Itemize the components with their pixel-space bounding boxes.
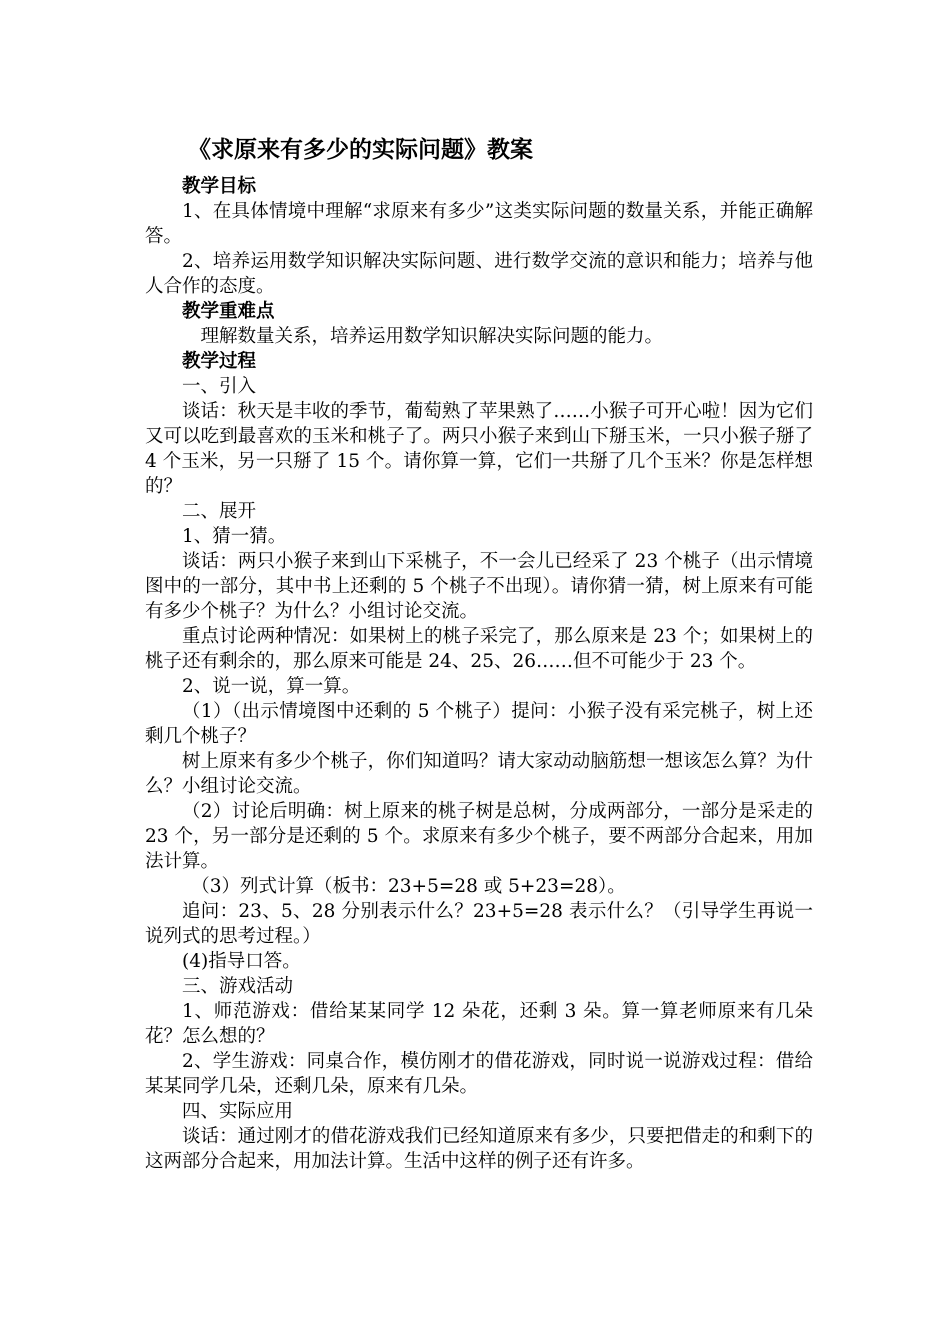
ask-text: 树上原来有多少个桃子，你们知道吗？请大家动动脑筋想一想该怎么算？为什么？小组讨论交流。 (145, 751, 813, 797)
key-heading: 教学重难点 (182, 301, 275, 322)
goals-heading: 教学目标 (182, 176, 257, 197)
process-heading: 教学过程 (182, 351, 257, 372)
goal-2: 2、培养运用数学知识解决实际问题、进行数学交流的意识和能力；培养与他人合作的态度。 (145, 251, 813, 297)
step4-text: (4)指导口答。 (182, 951, 301, 972)
document-body (145, 174, 813, 1174)
game2-text: 2、学生游戏：同桌合作，模仿刚才的借花游戏，同时说一说游戏过程：借给某某同学几朵，还剩几朵，原来有几朵。 (145, 1051, 813, 1097)
goal-1: 1、在具体情境中理解“求原来有多少”这类实际问题的数量关系，并能正确解答。 (145, 201, 813, 247)
step2-text: （2）讨论后明确：树上原来的桃子树是总树，分成两部分，一部分是采走的 23 个，另一部分是还剩的 5 个。求原来有多少个桃子，要不两部分合起来，用加法计算。 (145, 801, 813, 872)
part2-title: 二、展开 (182, 501, 257, 522)
step1-text: （1）（出示情境图中还剩的 5 个桃子）提问：小猴子没有采完桃子，树上还剩几个桃子？ (145, 701, 813, 747)
document-title: 《求原来有多少的实际问题》教案 (188, 136, 533, 163)
guess-text: 谈话：两只小猴子来到山下采桃子，不一会儿已经采了 23 个桃子（出示情境图中的一部分，其中书上还剩的 5 个桃子不出现）。请你猜一猜，树上原来有可能有多少个桃子？为什么？小组讨论交流。 (145, 551, 813, 622)
apply-text: 谈话：通过刚才的借花游戏我们已经知道原来有多少，只要把借走的和剩下的这两部分合起来，用加法计算。生活中这样的例子还有许多。 (145, 1126, 813, 1172)
key-text: 理解数量关系，培养运用数学知识解决实际问题的能力。 (200, 326, 664, 347)
discuss-text: 重点讨论两种情况：如果树上的桃子采完了，那么原来是 23 个；如果树上的桃子还有剩余的，那么原来可能是 24、25、26……但不可能少于 23 个。 (145, 626, 813, 672)
part4-title: 四、实际应用 (182, 1101, 294, 1122)
part1-text: 谈话：秋天是丰收的季节，葡萄熟了苹果熟了……小猴子可开心啦！因为它们又可以吃到最喜欢的玉米和桃子了。两只小猴子来到山下掰玉米，一只小猴子掰了 4 个玉米，另一只掰了 15 个。请你算一算，它们一共掰了几个玉米？你是怎样想的？ (145, 401, 813, 497)
game1-text: 1、师范游戏：借给某某同学 12 朵花，还剩 3 朵。算一算老师原来有几朵花？怎么想的？ (145, 1001, 813, 1047)
say-title: 2、说一说，算一算。 (182, 676, 361, 697)
guess-title: 1、猜一猜。 (182, 526, 287, 547)
followup-text: 追问：23、5、28 分别表示什么？23+5=28 表示什么？（引导学生再说一说列式的思考过程。） (145, 901, 813, 947)
part3-title: 三、游戏活动 (182, 976, 294, 997)
part1-title: 一、引入 (182, 376, 257, 397)
step3-text: （3）列式计算（板书：23+5=28 或 5+23=28）。 (191, 876, 626, 897)
